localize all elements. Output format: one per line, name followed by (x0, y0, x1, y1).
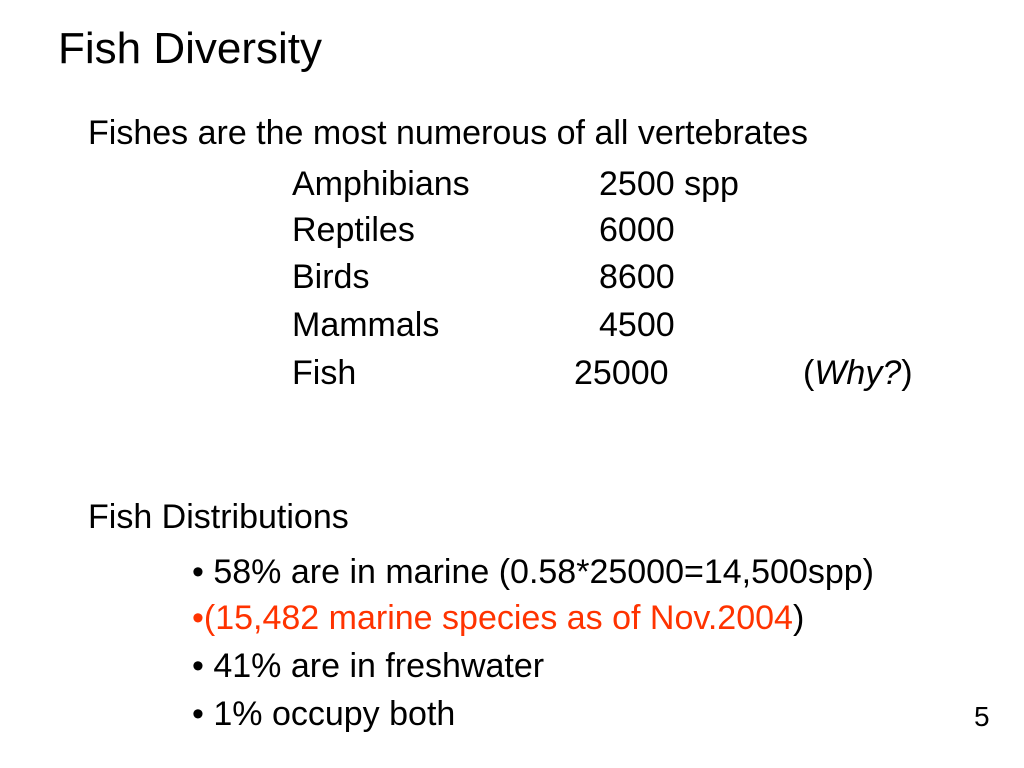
bullet-item-freshwater (192, 649, 544, 683)
row-name-birds: Birds (292, 258, 370, 296)
bullet-mark: • (192, 695, 214, 733)
page-number: 5 (974, 701, 990, 732)
why-close-paren: ) (901, 354, 913, 392)
bullet-text: 41% are in freshwater (213, 647, 545, 685)
intro-text: Fishes are the most numerous of all vertebrates (88, 114, 808, 152)
slide-title: Fish Diversity (58, 24, 323, 73)
bullet-mark: • (192, 599, 204, 637)
why-text: Why? (814, 354, 902, 392)
bullet-item-marine-species (192, 601, 804, 635)
bullet-text-highlight: (15,482 marine species as of Nov.2004 (203, 599, 793, 637)
row-name-fish: Fish (292, 354, 357, 392)
bullet-mark: • (192, 553, 214, 591)
bullet-text: 1% occupy both (213, 695, 456, 733)
row-count-mammals: 4500 (599, 306, 675, 344)
bullet-suffix: ) (792, 599, 805, 637)
why-open-paren: ( (803, 354, 815, 392)
row-name-mammals: Mammals (292, 306, 440, 344)
row-count-reptiles: 6000 (599, 211, 675, 249)
row-name-reptiles: Reptiles (292, 211, 415, 249)
why-note (803, 356, 913, 390)
bullet-item-both (192, 697, 455, 731)
row-count-fish: 25000 (574, 354, 669, 392)
bullet-mark: • (192, 647, 214, 685)
bullet-item-marine (192, 555, 874, 589)
row-count-birds: 8600 (599, 258, 675, 296)
row-name-amphibians: Amphibians (292, 165, 470, 203)
distributions-heading: Fish Distributions (88, 498, 349, 536)
bullet-text: 58% are in marine (0.58*25000=14,500spp) (213, 553, 874, 591)
row-count-amphibians: 2500 spp (599, 165, 739, 203)
